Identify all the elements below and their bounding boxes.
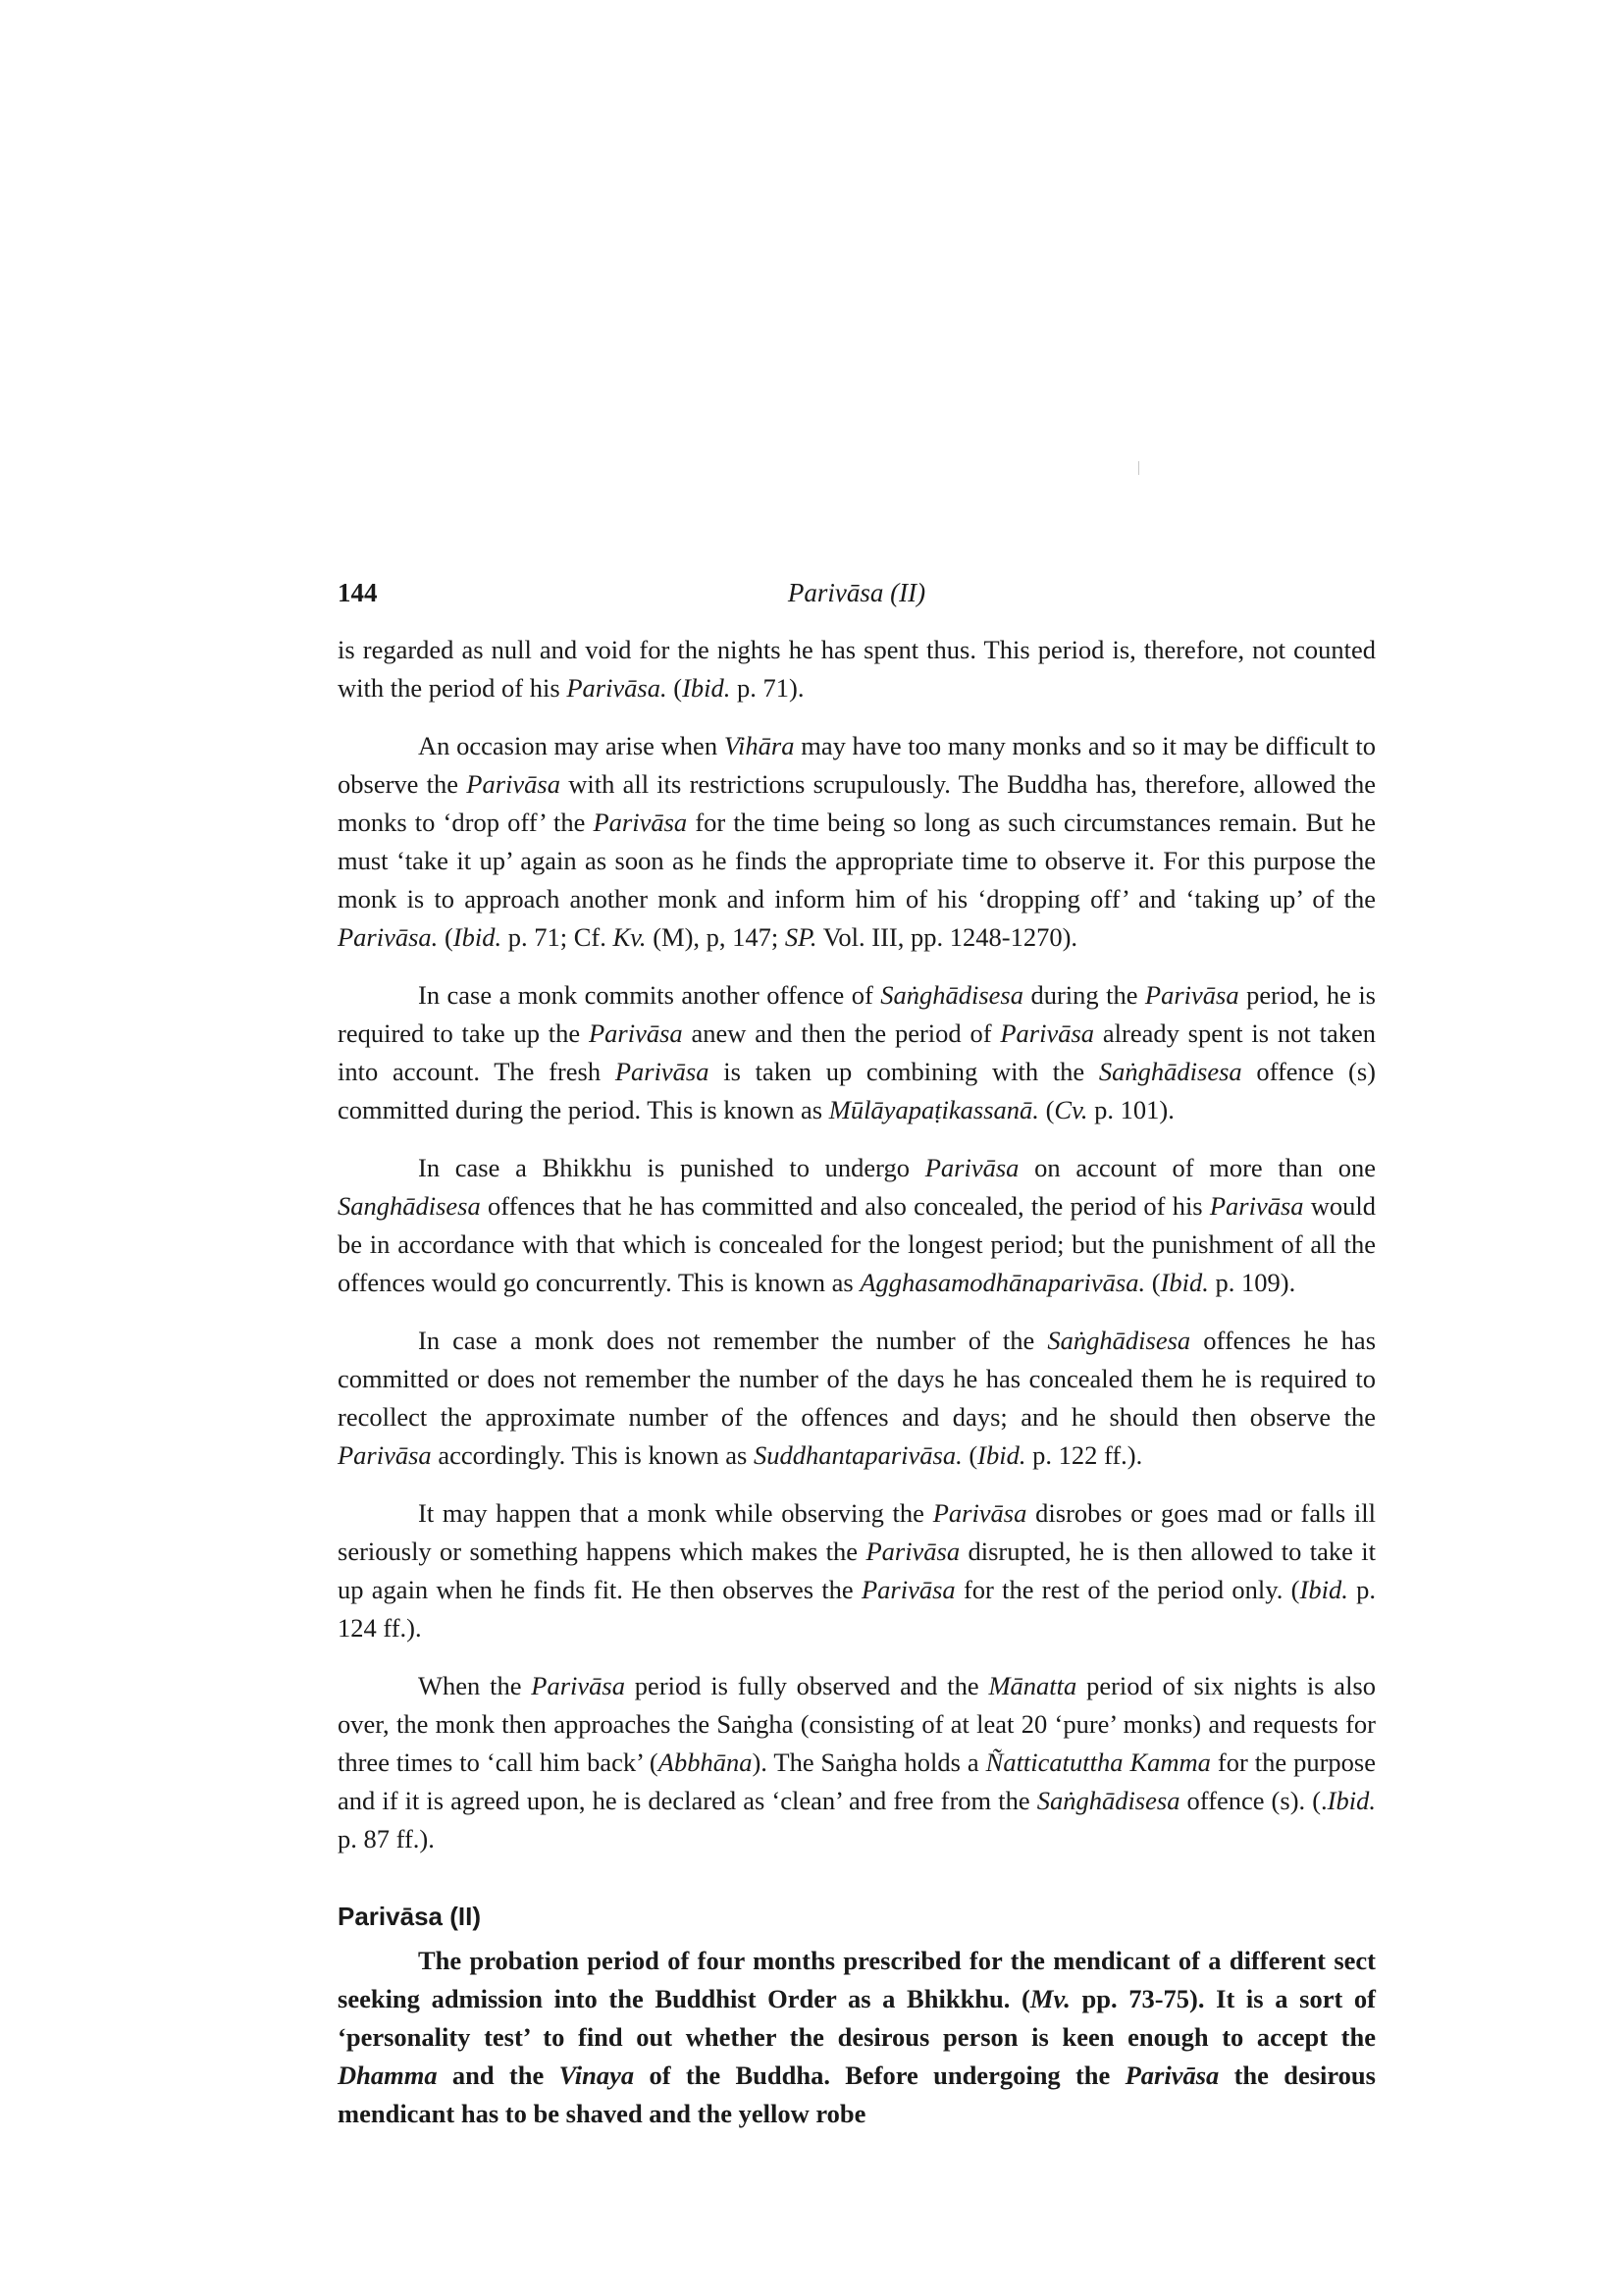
paragraph-2 [338, 727, 1376, 957]
italic-term: Parivāsa [1125, 2061, 1220, 2090]
text-run: during the [1022, 980, 1145, 1010]
page [338, 574, 1376, 2153]
text-run: ). The Saṅgha holds a [752, 1748, 986, 1777]
text-run: is regarded as null and void for the nights he has spent thus. This period is, therefore, not counted with the period of his [338, 635, 1376, 703]
paragraph-3 [338, 976, 1376, 1129]
italic-term: Saṅghādisesa [1036, 1786, 1180, 1815]
italic-term: Mūlāyapaṭikassanā. [828, 1095, 1039, 1124]
italic-term: Dhamma [338, 2061, 438, 2090]
text-run: p. 124 ff.). [338, 1575, 1376, 1643]
italic-term: Suddhantaparivāsa. [753, 1440, 963, 1470]
italic-term: Parivāsa [614, 1057, 709, 1086]
page-number: 144 [338, 578, 378, 607]
text-run: In case a Bhikkhu is punished to undergo [418, 1153, 925, 1182]
italic-term: Parivāsa [1209, 1191, 1304, 1221]
text-run: p. 122 ff.). [1025, 1440, 1143, 1470]
text-run: for the time being so long as such circumstances remain. But he must ‘take it up’ again as soon as he finds the appropriate time to observe it. For this purpose the monk is to approach another monk and inform him of his ‘dropping off’ and ‘taking up’ of the [338, 808, 1376, 913]
paragraph-6 [338, 1494, 1376, 1647]
text-run: anew and then the period of [682, 1018, 1001, 1048]
text-run: period, he is required to take up the [338, 980, 1376, 1048]
paragraph-5 [338, 1322, 1376, 1475]
text-run: ( [666, 673, 683, 703]
text-run: ( [962, 1440, 978, 1470]
text-run: p. 71; Cf. [501, 922, 613, 952]
text-run: with all its restrictions scrupulously. The Buddha has, therefore, allowed the monks to ‘drop off’ the [338, 769, 1376, 837]
text-run: may have too many monks and so it may be difficult to observe the [338, 731, 1376, 799]
text-run: It may happen that a monk while observing the [418, 1498, 933, 1528]
text-run: period of six nights is also over, the monk then approaches the Saṅgha (consisting of at leat 20 ‘pure’ monks) and requests for three times to ‘call him back’ ( [338, 1671, 1376, 1777]
italic-term: Parivāsa [531, 1671, 625, 1700]
text-run: pp. 73-75). It is a sort of ‘personality test’ to find out whether the desirous person is keen enough to accept the [338, 1984, 1376, 2052]
body-text [338, 631, 1376, 1858]
italic-term: Mv. [1029, 1984, 1071, 2013]
text-run: p. 109). [1208, 1268, 1296, 1297]
text-run: The probation period of four months prescribed for the mendicant of a different sect seeking admission into the Buddhist Order as a Bhikkhu. ( [338, 1946, 1376, 2013]
text-run: period is fully observed and the [624, 1671, 989, 1700]
running-title: Parivāsa (II) [787, 578, 926, 607]
italic-term: Agghasamodhānaparivāsa. [860, 1268, 1146, 1297]
paragraph-7 [338, 1667, 1376, 1858]
text-run: When the [418, 1671, 532, 1700]
italic-term: Parivāsa [865, 1537, 961, 1566]
text-run: disrupted, he is then allowed to take it up again when he finds fit. He then observes the [338, 1537, 1376, 1604]
italic-term: Parivāsa [861, 1575, 956, 1604]
text-run: p. 71). [730, 673, 805, 703]
text-run: accordingly. This is known as [431, 1440, 754, 1470]
italic-term: Parivāsa [924, 1153, 1020, 1182]
italic-term: Ibid. [452, 922, 502, 952]
text-run: Vol. III, pp. 1248-1270). [816, 922, 1078, 952]
text-run: offence (s). (. [1179, 1786, 1328, 1815]
paragraph-1 [338, 631, 1376, 707]
text-run: for the purpose and if it is agreed upon, he is declared as ‘clean’ and free from the [338, 1748, 1376, 1815]
text-run: In case a monk does not remember the number of the [418, 1326, 1048, 1355]
text-run: the desirous mendicant has to be shaved and the yellow robe [338, 2061, 1376, 2128]
text-run: p. 87 ff.). [338, 1824, 435, 1853]
text-run: offences that he has committed and also concealed, the period of his [480, 1191, 1210, 1221]
italic-term: Parivāsa [932, 1498, 1027, 1528]
section-heading: Parivāsa (II) [338, 1902, 481, 1931]
italic-term: Parivāsa [1144, 980, 1239, 1010]
text-run: already spent is not taken into account. The fresh [338, 1018, 1376, 1086]
text-run: disrobes or goes mad or falls ill seriously or something happens which makes the [338, 1498, 1376, 1566]
section-paragraph [338, 1942, 1376, 2133]
text-run: of the Buddha. Before undergoing the [634, 2061, 1126, 2090]
text-run: offences he has committed or does not remember the number of the days he has concealed them he is required to recollect the approximate number of the offences and days; and he should then observe the [338, 1326, 1377, 1432]
paragraph-4 [338, 1149, 1376, 1302]
italic-term: Saṅghādisesa [1047, 1326, 1191, 1355]
italic-term: Ibid. [1160, 1268, 1209, 1297]
italic-term: Parivāsa [589, 1018, 683, 1048]
text-run: offence (s) committed during the period. This is known as [338, 1057, 1377, 1124]
italic-term: SP. [784, 922, 817, 952]
italic-term: Kv. [612, 922, 647, 952]
margin-mark [1138, 461, 1139, 475]
italic-term: Parivāsa [1000, 1018, 1095, 1048]
italic-term: Vihāra [723, 731, 795, 760]
italic-term: Sanghādisesa [338, 1191, 481, 1221]
text-run: is taken up combining with the [708, 1057, 1099, 1086]
italic-term: Ñatticatuttha Kamma [985, 1748, 1211, 1777]
italic-term: Parivāsa [466, 769, 560, 799]
italic-term: Parivāsa. [338, 922, 439, 952]
italic-term: Parivāsa [593, 808, 688, 837]
text-run: ( [1038, 1095, 1055, 1124]
italic-term: Parivāsa. [566, 673, 667, 703]
text-run: ( [438, 922, 453, 952]
italic-term: Saṅghādisesa [880, 980, 1023, 1010]
text-run: on account of more than one [1019, 1153, 1377, 1182]
italic-term: Ibid. [1299, 1575, 1348, 1604]
text-run: would be in accordance with that which is concealed for the longest period; but the punishment of all the offences would go concurrently. This is known as [338, 1191, 1376, 1297]
italic-term: Ibid. [977, 1440, 1026, 1470]
italic-term: Abbhāna [657, 1748, 753, 1777]
text-run: p. 101). [1087, 1095, 1175, 1124]
text-run: for the rest of the period only. ( [955, 1575, 1300, 1604]
text-run: and the [437, 2061, 559, 2090]
italic-term: Parivāsa [338, 1440, 432, 1470]
text-run: (M), p, 147; [646, 922, 785, 952]
italic-term: Ibid. [1327, 1786, 1376, 1815]
italic-term: Vinaya [558, 2061, 635, 2090]
text-run: An occasion may arise when [418, 731, 724, 760]
italic-term: Ibid. [682, 673, 731, 703]
italic-term: Mānatta [988, 1671, 1077, 1700]
italic-term: Saṅghādisesa [1098, 1057, 1242, 1086]
italic-term: Cv. [1054, 1095, 1088, 1124]
page-header [338, 574, 1376, 613]
text-run: ( [1145, 1268, 1161, 1297]
text-run: In case a monk commits another offence of [418, 980, 881, 1010]
